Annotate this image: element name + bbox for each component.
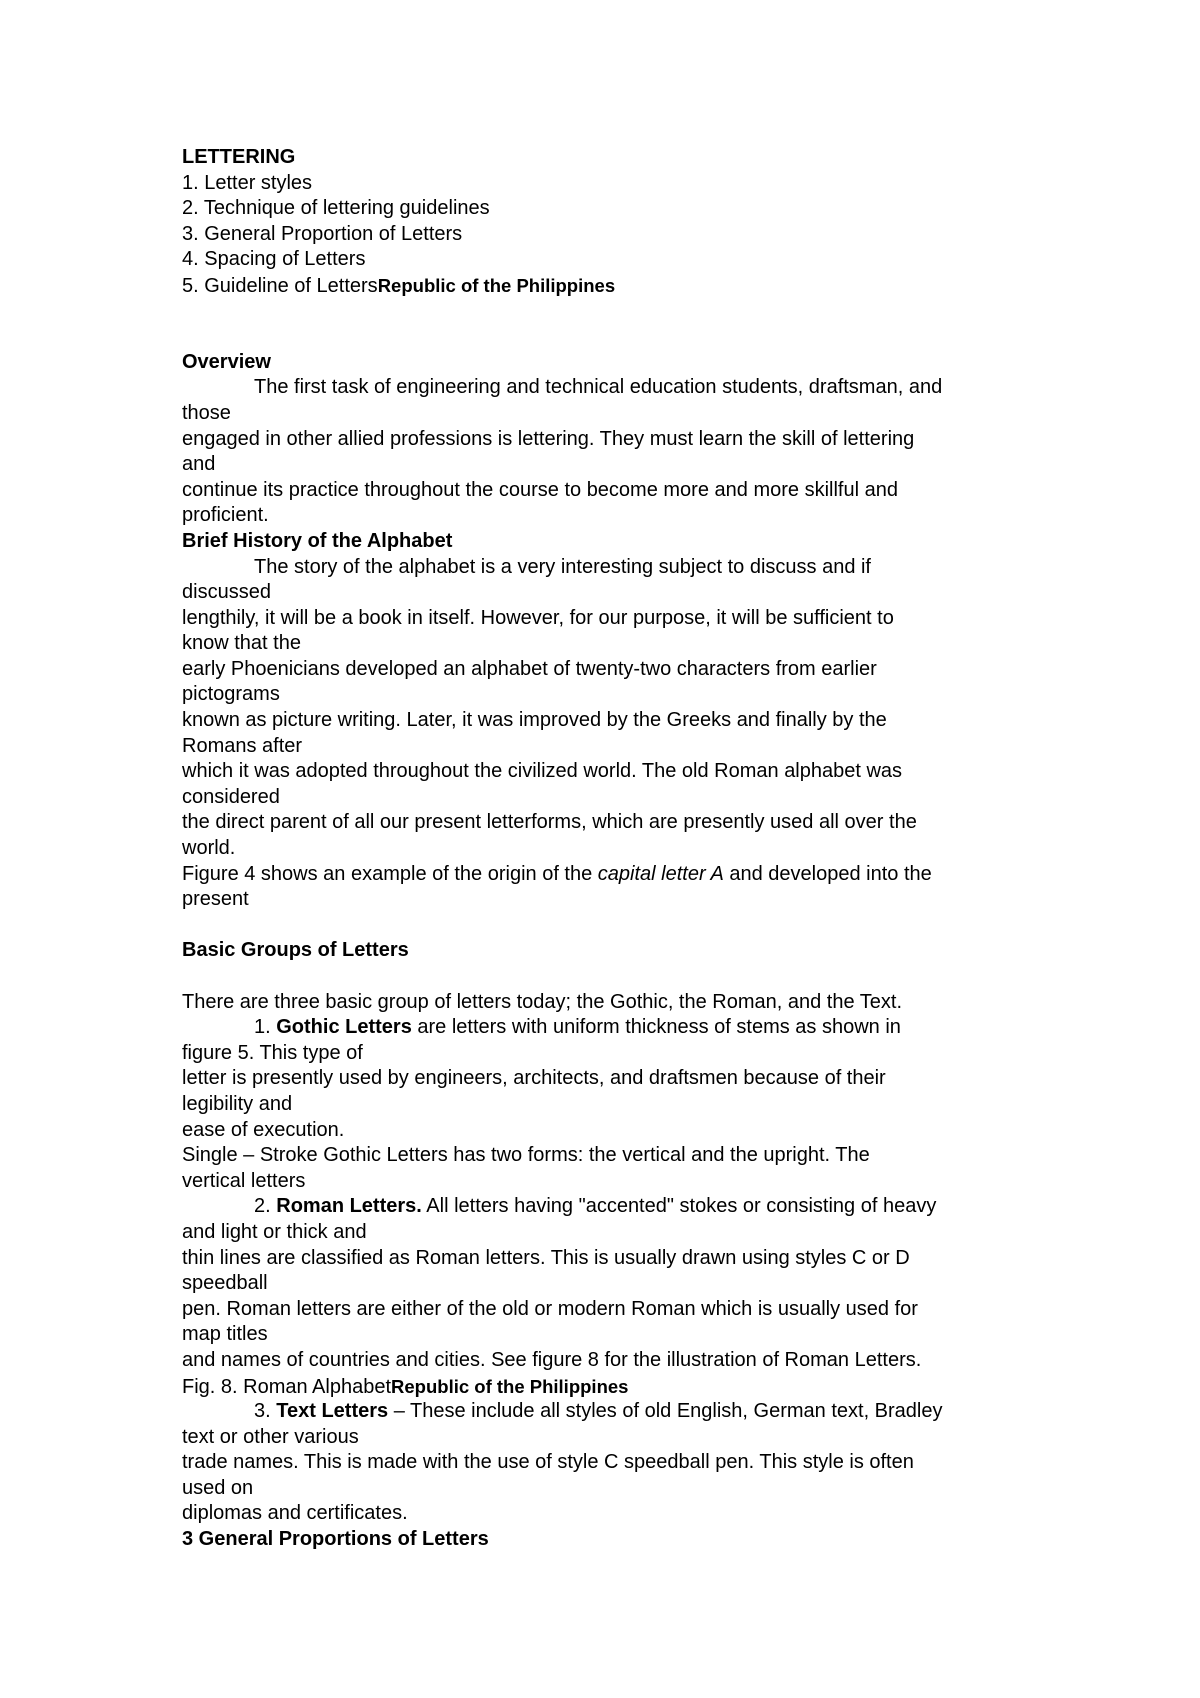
paragraph-line: proficient. [182, 504, 269, 527]
paragraph-line: pictograms [182, 683, 280, 706]
toc-item-text: 5. Guideline of Letters [182, 274, 378, 297]
toc-item: 2. Technique of lettering guidelines [182, 197, 490, 220]
paragraph-line: the direct parent of all our present letterforms, which are presently used all over the [182, 811, 917, 834]
page-title: LETTERING [182, 146, 296, 168]
item-number: 2. [254, 1195, 277, 1218]
paragraph-line: present [182, 888, 249, 911]
paragraph-line: Romans after [182, 734, 303, 757]
text-letters-item [182, 1399, 1042, 1425]
paragraph-line: which it was adopted throughout the civilized world. The old Roman alphabet was [182, 760, 903, 783]
figure-reference-line [182, 862, 1042, 888]
toc-item: 3. General Proportion of Letters [182, 222, 463, 245]
paragraph-line: speedball [182, 1272, 268, 1295]
item-text: – These include all styles of old English, German text, Bradley [388, 1400, 943, 1423]
paragraph-line: legibility and [182, 1092, 293, 1115]
paragraph-line: discussed [182, 581, 271, 604]
paragraph-line: The first task of engineering and technical education students, draftsman, and [254, 376, 943, 399]
toc-item-last [182, 273, 1042, 299]
toc-item: 1. Letter styles [182, 171, 313, 194]
paragraph-line: known as picture writing. Later, it was improved by the Greeks and finally by the [182, 709, 887, 732]
item-number: 3. [254, 1400, 277, 1423]
figure-caption [182, 1374, 1042, 1400]
paragraph-line: lengthily, it will be a book in itself. However, for our purpose, it will be sufficient to [182, 606, 894, 629]
paragraph-line: letter is presently used by engineers, architects, and draftsmen because of their [182, 1067, 886, 1090]
paragraph-line: world. [182, 837, 236, 860]
paragraph-line: know that the [182, 632, 301, 655]
groups-heading: Basic Groups of Letters [182, 939, 409, 962]
overview-heading: Overview [182, 350, 271, 373]
paragraph-line: pen. Roman letters are either of the old or modern Roman which is usually used for [182, 1297, 918, 1320]
document-body [182, 145, 1042, 1553]
paragraph-line: vertical letters [182, 1169, 306, 1192]
figure-ref-italic: capital letter A [597, 862, 724, 885]
paragraph-line: text or other various [182, 1425, 359, 1448]
roman-term: Roman Letters. [276, 1195, 422, 1218]
paragraph-line: trade names. This is made with the use of style C speedball pen. This style is often [182, 1451, 914, 1474]
paragraph-line: engaged in other allied professions is lettering. They must learn the skill of lettering [182, 427, 915, 450]
gothic-term: Gothic Letters [276, 1016, 412, 1039]
paragraph-line: thin lines are classified as Roman letters. This is usually drawn using styles C or D [182, 1246, 910, 1269]
paragraph-line: ease of execution. [182, 1118, 345, 1141]
paragraph-line: and names of countries and cities. See figure 8 for the illustration of Roman Letters. [182, 1348, 922, 1371]
paragraph-line: considered [182, 785, 280, 808]
history-heading: Brief History of the Alphabet [182, 529, 453, 552]
paragraph-line: Single – Stroke Gothic Letters has two forms: the vertical and the upright. The [182, 1144, 870, 1167]
header-republic: Republic of the Philippines [377, 274, 616, 296]
figure-ref-text: Figure 4 shows an example of the origin of the [182, 862, 598, 885]
figure-ref-text-end: and developed into the [723, 862, 932, 885]
paragraph-line: those [182, 401, 231, 424]
paragraph-line: diplomas and certificates. [182, 1502, 408, 1525]
paragraph-line: used on [182, 1476, 254, 1499]
proportions-heading: 3 General Proportions of Letters [182, 1528, 489, 1551]
paragraph-line: early Phoenicians developed an alphabet of twenty-two characters from earlier [182, 657, 877, 680]
figure-caption-text: Fig. 8. Roman Alphabet [182, 1375, 392, 1398]
header-republic: Republic of the Philippines [391, 1375, 629, 1397]
paragraph-line: and light or thick and [182, 1220, 367, 1243]
paragraph-line: continue its practice throughout the course to become more and more skillful and [182, 478, 898, 501]
roman-item [182, 1194, 1042, 1220]
toc-item: 4. Spacing of Letters [182, 248, 366, 271]
item-number: 1. [254, 1016, 277, 1039]
paragraph-line: map titles [182, 1323, 268, 1346]
text-letters-term: Text Letters [276, 1400, 389, 1423]
paragraph-line: The story of the alphabet is a very interesting subject to discuss and if [254, 555, 871, 578]
item-text: All letters having "accented" stokes or consisting of heavy [421, 1195, 937, 1218]
item-text: are letters with uniform thickness of stems as shown in [411, 1016, 901, 1039]
paragraph-line: figure 5. This type of [182, 1041, 363, 1064]
paragraph-line: and [182, 453, 216, 476]
groups-intro: There are three basic group of letters today; the Gothic, the Roman, and the Text. [182, 990, 903, 1013]
gothic-item [182, 1015, 1042, 1041]
